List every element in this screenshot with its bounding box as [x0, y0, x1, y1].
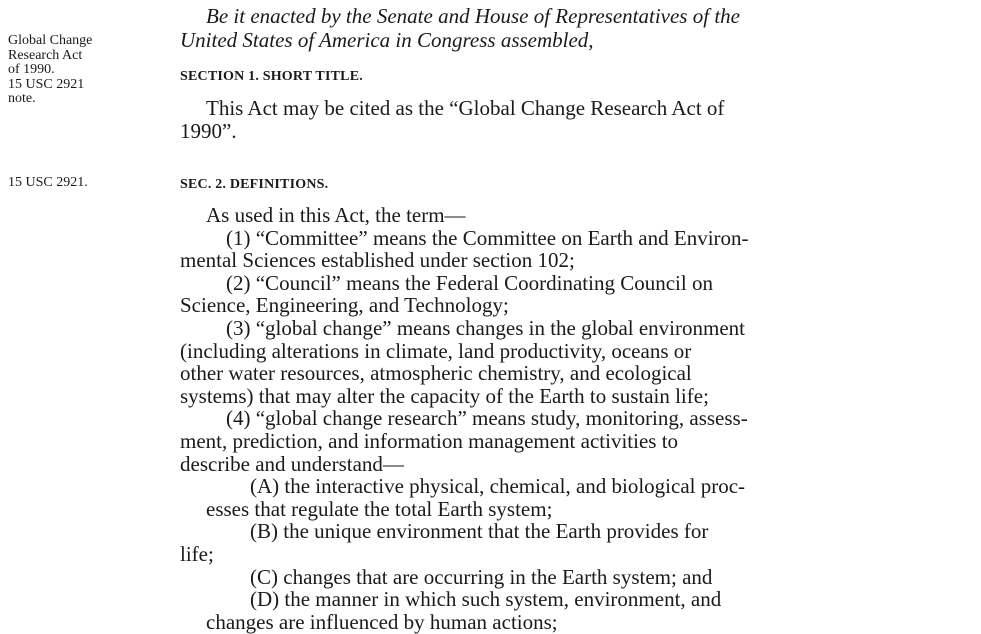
definition-line: esses that regulate the total Earth system;: [206, 496, 553, 521]
margin-note-line: note.: [8, 91, 36, 106]
definition-line: mental Sciences established under section 102;: [180, 248, 575, 273]
definition-line: (3) “global change” means changes in the global environment: [226, 315, 745, 340]
margin-note-act: [8, 34, 168, 107]
definition-line: (2) “Council” means the Federal Coordinating Council on: [226, 270, 713, 295]
section1-line: 1990”.: [180, 119, 237, 143]
definition-line: Science, Engineering, and Technology;: [180, 293, 509, 318]
definition-line: (including alterations in climate, land productivity, oceans or: [180, 338, 692, 363]
definition-line: describe and understand—: [180, 451, 404, 476]
definition-line: (B) the unique environment that the Earth provides for: [250, 519, 709, 544]
margin-note-line: 15 USC 2921: [8, 76, 85, 92]
definition-line: systems) that may alter the capacity of the Earth to sustain life;: [180, 383, 709, 408]
definition-line: ment, prediction, and information management activities to: [180, 428, 679, 453]
definition-line: (4) “global change research” means study, monitoring, assess-: [226, 406, 748, 431]
definition-line: (C) changes that are occurring in the Earth system; and: [250, 564, 713, 589]
enacting-clause-line: Be it enacted by the Senate and House of Representatives of the: [206, 4, 740, 28]
enacting-clause-line: United States of America in Congress assembled,: [180, 28, 594, 52]
margin-note-sec2: 15 USC 2921.: [8, 175, 88, 190]
definition-line: (1) “Committee” means the Committee on Earth and Environ-: [226, 225, 749, 250]
section2-heading: SEC. 2. DEFINITIONS.: [180, 177, 329, 192]
section1-line: This Act may be cited as the “Global Change Research Act of: [206, 96, 725, 120]
definition-line: (D) the manner in which such system, environment, and: [250, 587, 722, 612]
definition-line: changes are influenced by human actions;: [206, 609, 558, 634]
section1-text: [180, 97, 970, 143]
section2-intro: As used in this Act, the term—: [206, 203, 466, 227]
section1-heading: SECTION 1. SHORT TITLE.: [180, 69, 363, 84]
definition-line: (A) the interactive physical, chemical, and biological proc-: [250, 474, 746, 499]
margin-note-line: of 1990.: [8, 62, 55, 77]
definition-line: other water resources, atmospheric chemistry, and ecological: [180, 361, 692, 386]
section2-body: [180, 204, 970, 633]
margin-note-line: Global Change: [8, 33, 93, 48]
definition-line: life;: [180, 541, 214, 566]
enacting-clause: [180, 4, 970, 52]
margin-note-line: Research Act: [8, 47, 83, 63]
